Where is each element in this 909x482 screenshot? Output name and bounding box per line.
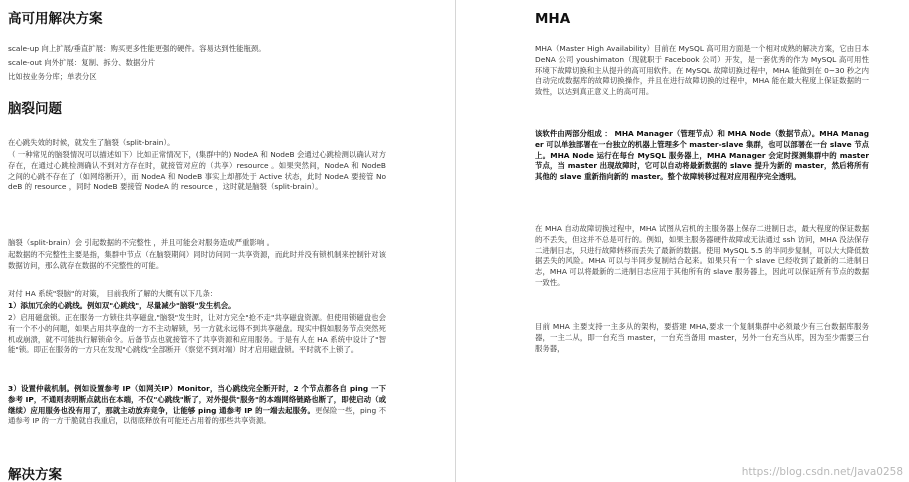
mha-components-paragraph: 该软件由两部分组成 ： MHA Manager（管理节点）和 MHA Node（数据节点）。MHA Manager 可以单独部署在一台独立的机器上管理多个 master-slave 集群，也可以部署在一台 slave 节点上。MHA Node 运行在每台 MySQL 服务器上，MHA Manager 会定时探测集群中的 master 节点，当 master 出现故障时，它可以自动将最新数据的 slave 提升为新的 master，然后将所有其他的 slave 重新指向新的 master。整个故障转移过程对应用程序完全透明。 [535, 129, 869, 182]
scale-out-line: scale-out 向外扩展：复制、拆分、数据分片 [8, 58, 156, 67]
scale-up-line: scale-up 向上扩展/垂直扩展：购买更多性能更强的硬件。容易达到性能瓶颈。 [8, 44, 266, 53]
heading-mha: MHA [535, 11, 571, 27]
arbitration-bold-text: 3）设置仲裁机制。例如设置参考 IP（如网关IP）Monitor，当心跳线完全断开时，2 个节点都各自 ping 一下 参考 IP，不通则表明断点就出在本端，不仅"心跳线"断了，对外提供"服务"的本端网络链路也断了，即使启动（或继续）应用服务也没有用了，那就主动放弃竞争，让能够 ping 通参考 IP 的一端去起服务。 [8, 384, 386, 415]
right-page [460, 0, 909, 482]
left-page [0, 0, 452, 482]
split-brain-impact: 脑裂（split-brain）会 引起数据的不完整性 ，并且可能会对服务造成严重影响 。 [8, 238, 274, 247]
countermeasures-intro: 对付 HA 系统"裂脑"的对策， 目前我所了解的大概有以下几条： [8, 289, 218, 298]
split-brain-inconsistency: 起数据的不完整性主要是指，集群中节点（在脑裂期间）同时访问同一共享资源，而此时并没有锁机制来控制针对该数据访问，那么就存在数据的不完整性的可能。 [8, 250, 386, 270]
split-brain-definition: 在心跳失效的时候，就发生了脑裂（split-brain）。 [8, 138, 175, 147]
heading-ha-solution: 高可用解决方案 [8, 11, 103, 27]
arbitration-rest-text: 更保险一些，ping 不通参考 IP 的一方干脆就自我重启，以彻底释放有可能还占用着的那些共享资源。 [8, 405, 386, 426]
page-divider [455, 0, 456, 482]
watermark-url: https://blog.csdn.net/Java0258 [741, 466, 903, 478]
mha-architecture-paragraph: 目前 MHA 主要支持一主多从的架构，要搭建 MHA,要求一个复制集群中必须最少有三台数据库服务器，一主二从，即一台充当 master，一台充当备用 master，另外一台充当从库，因为至少需要三台服务器， [535, 322, 869, 353]
mha-intro-paragraph: MHA（Master High Availability）目前在 MySQL 高可用方面是一个相对成熟的解决方案，它由日本 DeNA 公司 youshimaton（现就职于 Facebook 公司）开发，是一套优秀的作为 MySQL 高可用性环境下故障切换和主从提升的高可用软件。在 MySQL 故障切换过程中，MHA 能做到在 0~30 秒之内自动完成数据库的故障切换操作，并且在进行故障切换的过程中，MHA 能在最大程度上保证数据的一致性，以达到真正意义上的高可用。 [535, 44, 869, 97]
mha-failover-paragraph: 在 MHA 自动故障切换过程中，MHA 试图从宕机的主服务器上保存二进制日志，最大程度的保证数据的不丢失，但这并不总是可行的。例如，如果主服务器硬件故障或无法通过 ssh 访问，MHA 没法保存二进制日志，只进行故障转移而丢失了最新的数据。使用 MySQL 5.5 的半同步复制，可以大大降低数据丢失的风险。MHA 可以与半同步复制结合起来。如果只有一个 slave 已经收到了最新的二进制日志，MHA 可以将最新的二进制日志应用于其他所有的 slave 服务器上，因此可以保证所有节点的数据一致性。 [535, 224, 869, 287]
scale-example-line: 比如按业务分库；单表分区 [8, 72, 97, 81]
split-brain-scenario: （ 一种常见的脑裂情况可以描述如下）比如正常情况下，(集群中的) NodeA 和 NodeB 会通过心跳检测以确认对方存在，在通过心跳检测确认不到对方存在时，就接管对应的（共享）resource 。如果突然间，NodeA 和 NodeB 之间的心跳不存在了（如网络断开），而 NodeA 和 NodeB 事实上却都处于 Active 状态，此时 NodeA 要接管 NodeB 的 resource ，同时 NodeB 要接管 NodeA 的 resource ，这时就是脑裂（split-brain）。 [8, 150, 386, 192]
heading-split-brain: 脑裂问题 [8, 101, 62, 117]
heading-solution: 解决方案 [8, 467, 62, 482]
countermeasure-heartbeat: 1）添加冗余的心跳线。例如双"心跳线"，尽量减少"脑裂"发生机会。 [8, 301, 236, 310]
countermeasure-arbitration [8, 384, 386, 427]
countermeasure-disk-lock: 2）启用磁盘锁。正在服务一方锁住共享磁盘,"脑裂"发生时，让对方完全"抢不走"共享磁盘资源。但使用锁磁盘也会有一个不小的问题，如果占用共享盘的一方不主动解锁，另一方就永远得不到共享磁盘。现实中假如服务节点突然死机或崩溃，就不可能执行解锁命令。后备节点也就接管不了共享资源和应用服务。于是有人在 HA 系统中设计了"智能"锁。即正在服务的一方只在发现"心跳线"全部断开（察觉不到对端）时才启用磁盘锁。平时就不上锁了。 [8, 313, 386, 355]
